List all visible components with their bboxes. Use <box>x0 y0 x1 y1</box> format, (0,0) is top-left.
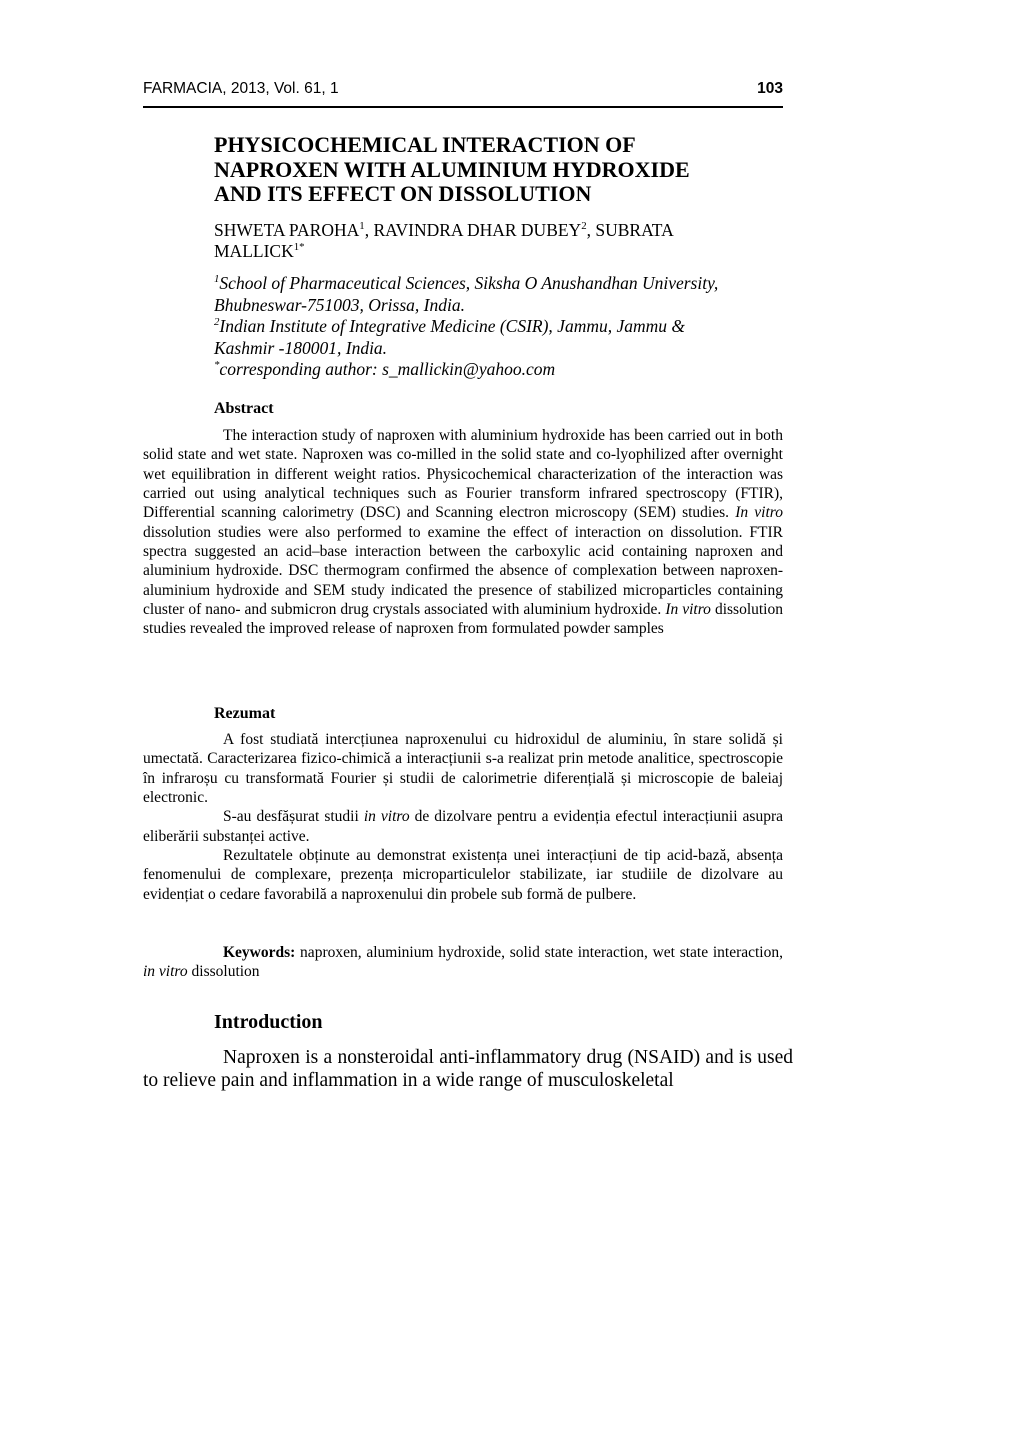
keywords-section <box>143 943 783 982</box>
journal-reference: FARMACIA, 2013, Vol. 61, 1 <box>143 80 339 97</box>
rezumat-paragraph-2: S-au desfășurat studii in vitro de dizolvare pentru a evidenția efectul interacțiunii asupra eliberării substanței active. <box>143 808 783 845</box>
affiliations <box>214 273 824 381</box>
title-line-3: AND ITS EFFECT ON DISSOLUTION <box>214 181 592 206</box>
affiliation-line-1: $^1$School of Pharmaceutical Sciences, Siksha O Anushandhan University, <box>214 273 719 293</box>
introduction-paragraph: Naproxen is a nonsteroidal anti-inflammatory drug (NSAID) and is used to relieve pain and inflammation in a wide range of musculoskeletal <box>143 1047 793 1091</box>
title-line-2: NAPROXEN WITH ALUMINIUM HYDROXIDE <box>214 156 690 182</box>
rezumat-heading: Rezumat <box>214 705 276 722</box>
affiliation-line-4: Kashmir -180001, India. <box>214 337 388 358</box>
authors-line-1: SHWETA PAROHA$^1$, RAVINDRA DHAR DUBEY$^2$, SUBRATA <box>214 220 674 240</box>
rezumat-paragraph-1: A fost studiată intercțiunea naproxenului cu hidroxidul de aluminiu, în stare solidă și umectată. Caracterizarea fizico-chimică a interacțiunii s-a realizat prin metode analitice, spectroscopie în infraroșu cu transformată Fourier și studii de calorimetrie diferențială și microscopie de baleiaj electronic. <box>143 731 783 807</box>
authors-line-2: $MALLICK^{1*}$ <box>214 241 305 261</box>
title-line-1: PHYSICOCHEMICAL INTERACTION OF <box>214 132 636 157</box>
abstract-paragraph: The interaction study of naproxen with aluminium hydroxide has been carried out in both solid state and wet state. Naproxen was co-milled in the solid state and co-lyophilized after overnight wet equilibration in different weight ratios. Physicochemical characterization of the interaction was carried out using analytical techniques such as Fourier transform infrared spectroscopy (FTIR), Differential scanning calorimetry (DSC) and Scanning electron microscopy (SEM) studies. In vitro dissolution studies were also performed to examine the effect of interaction on dissolution. FTIR spectra suggested an acid–base interaction between the carboxylic acid containing naproxen and aluminium hydroxide. DSC thermogram confirmed the absence of complexation between naproxen-aluminium hydroxide and SEM study indicated the presence of stabilized microparticles containing cluster of nano- and submicron drug crystals associated with aluminium hydroxide. In vitro dissolution studies revealed the improved release of naproxen from formulated powder samples <box>143 427 783 638</box>
affiliation-line-3: $^2$Indian Institute of Integrative Medicine (CSIR), Jammu, Jammu & <box>214 316 686 337</box>
article-title <box>214 133 814 207</box>
page-header <box>143 80 783 98</box>
rezumat-paragraph-3: Rezultatele obținute au demonstrat existența unei interacțiuni de tip acid-bază, absența fenomenului de complexare, prezența microparticulelor stabilizate, iar studiile de dizolvare au evidențiat o cedare favorabilă a naproxenului din probele sub formă de pulbere. <box>143 847 783 903</box>
authors <box>214 220 814 262</box>
header-rule <box>143 106 783 108</box>
page-number: 103 <box>757 80 783 97</box>
corresponding-author-line: *corresponding author: s_mallickin@yahoo.com <box>214 359 556 380</box>
abstract-heading: Abstract <box>214 400 274 417</box>
introduction-section <box>143 1046 793 1092</box>
keywords-paragraph: Keywords: naproxen, aluminium hydroxide, solid state interaction, wet state interaction, in vitro dissolution <box>143 944 783 981</box>
introduction-heading: Introduction <box>214 1011 323 1033</box>
affiliation-line-2: Bhubneswar-751003, Orissa, India. <box>214 294 465 315</box>
abstract-section <box>143 426 783 639</box>
rezumat-section <box>143 730 783 904</box>
